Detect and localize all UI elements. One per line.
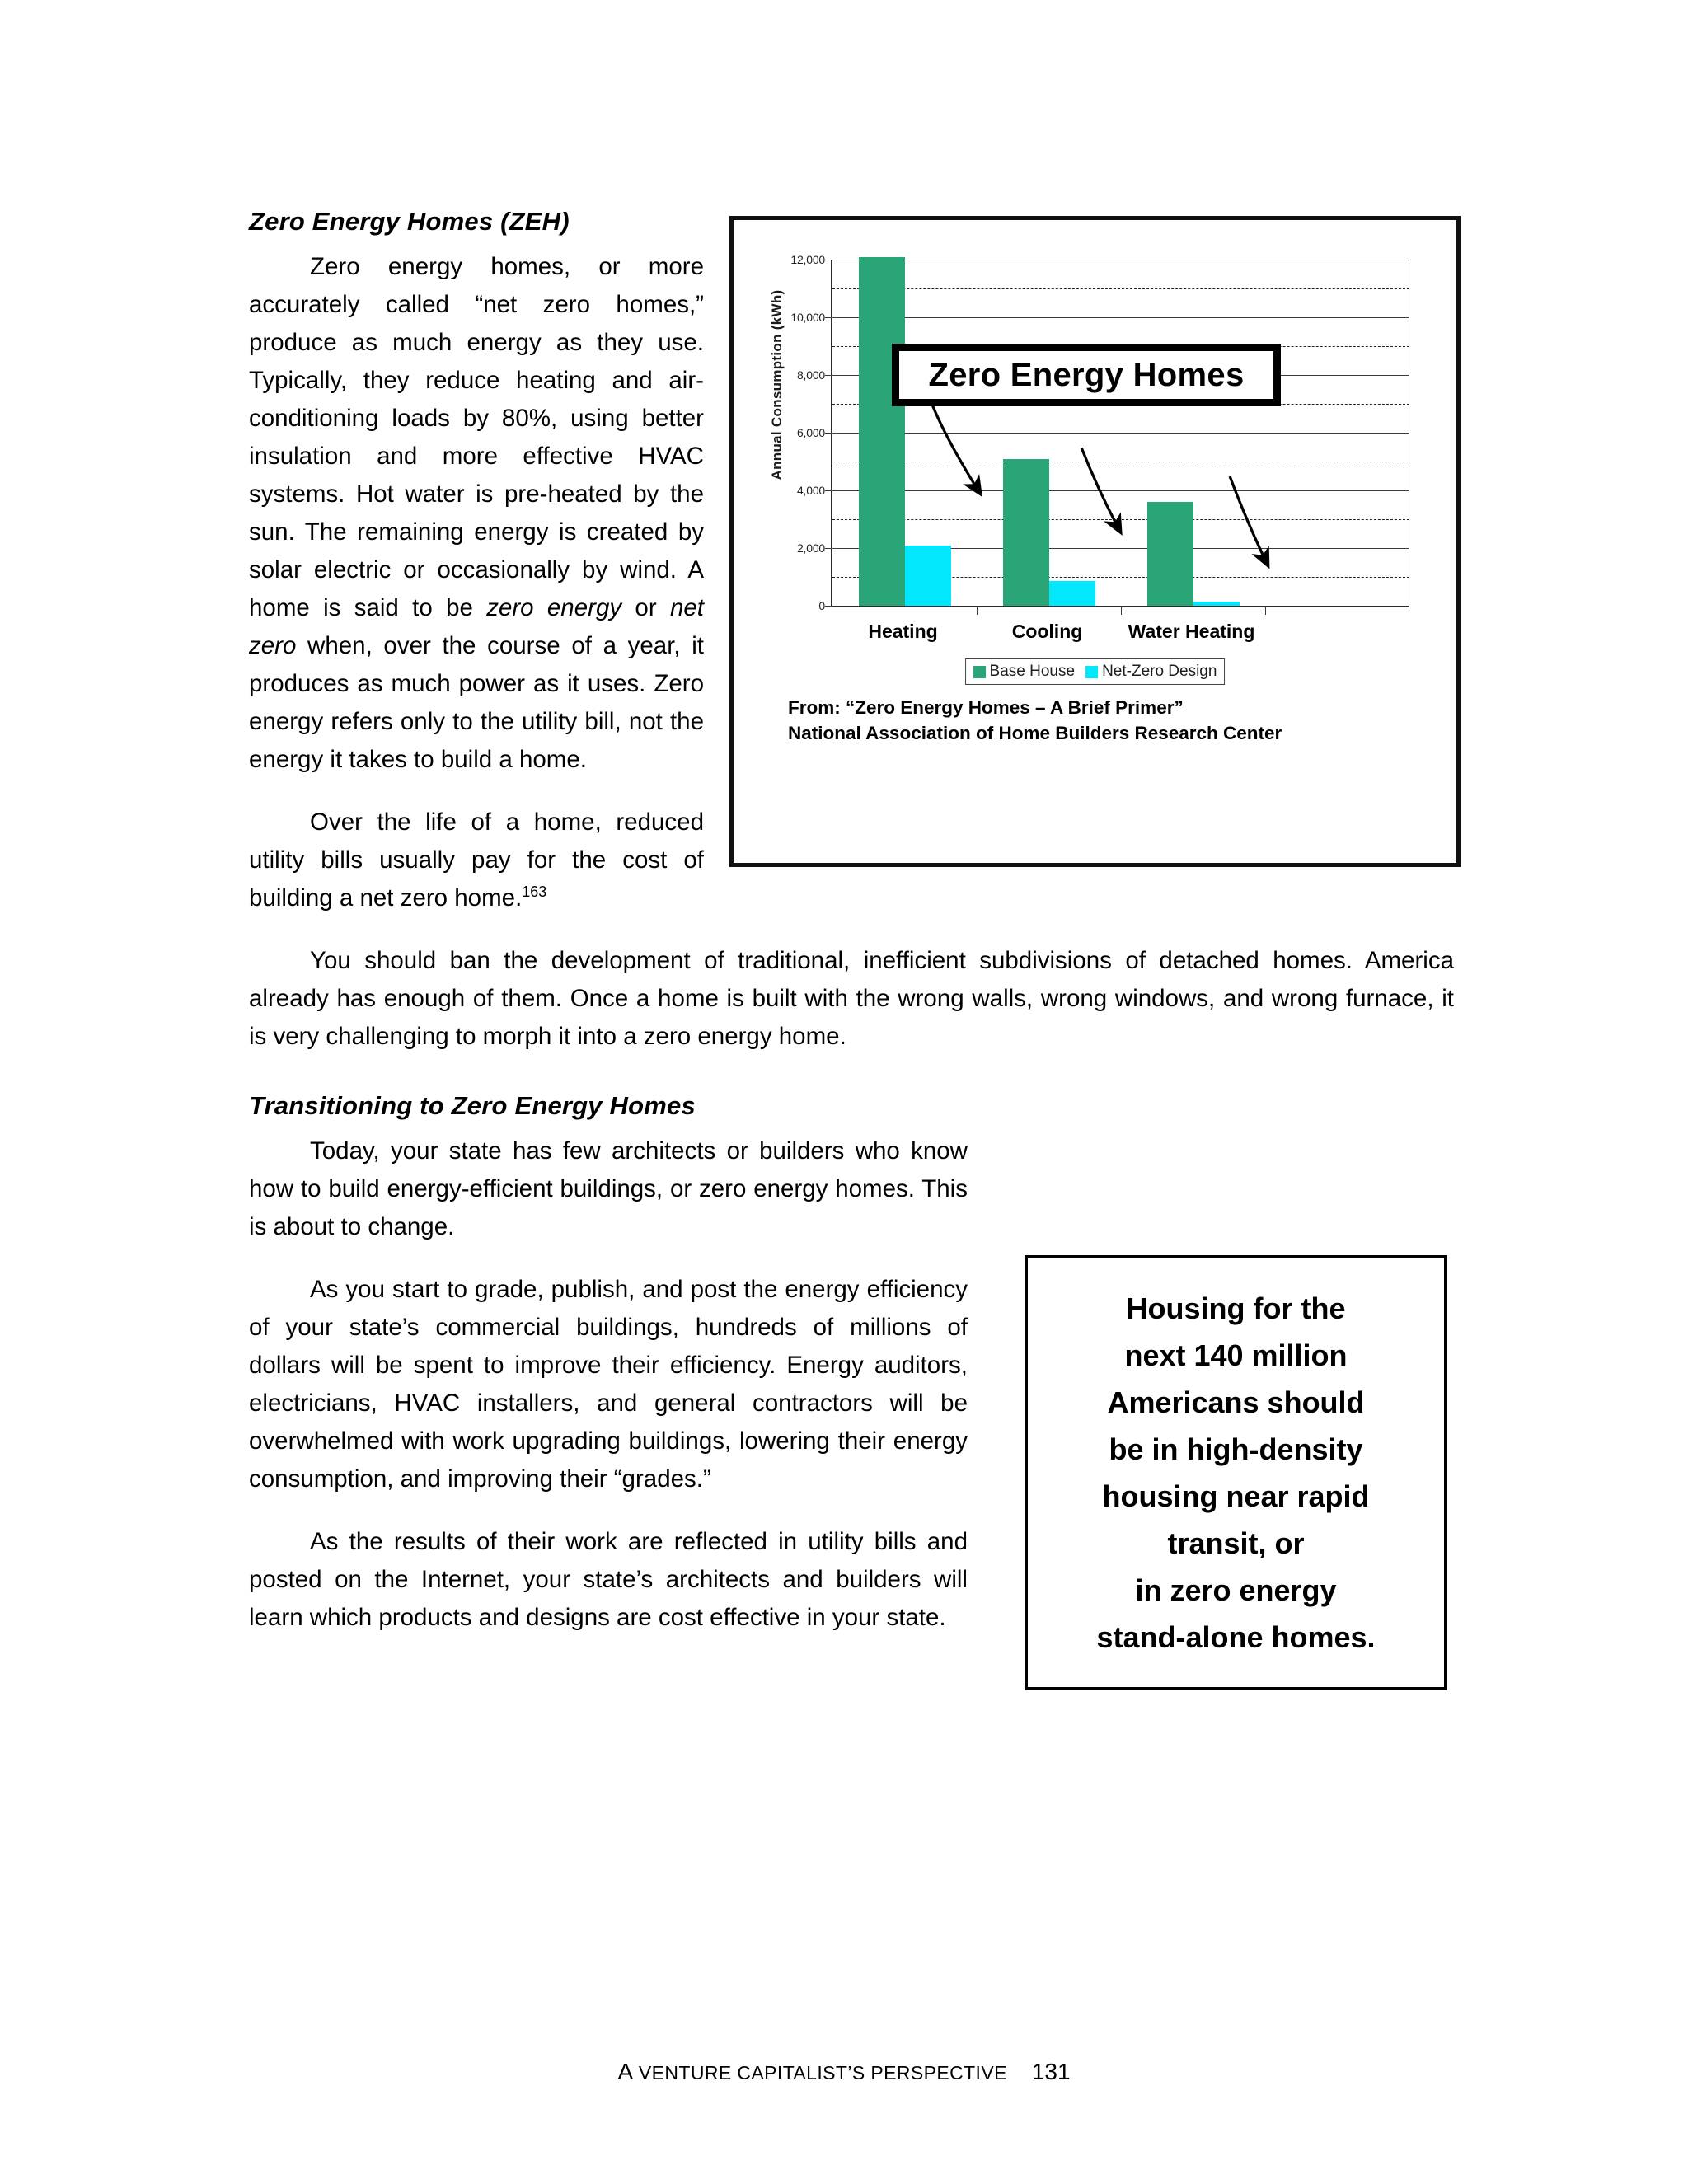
pullquote-line: be in high-density bbox=[1109, 1432, 1363, 1466]
paragraph-zeh-tail: when, over the course of a year, it produces as much power as it uses. Zero energy refers only to the utility bill, not the energy it takes to build a home. bbox=[249, 632, 704, 774]
paragraph-grade-publish-post: As you start to grade, publish, and post the energy efficiency of your state’s commercial buildings, hundreds of millions of dollars will be spent to improve their efficiency. Energy auditors, electricians, HVAC installers, and general contractors will be overwhelmed with work upgrading buildings, lowering their energy consumption, and improving their “grades.” bbox=[249, 1276, 968, 1493]
paragraph-zeh-lead: Zero energy homes, or more accurately called “net zero homes,” produce as much energy as they use. Typically, they reduce heating and air-conditioning loads by 80%, using better insulation and more effective HVAC systems. Hot water is pre-heated by the sun. The remaining energy is created by solar electric or occasionally by wind. A home is said to be bbox=[249, 253, 704, 622]
chart-legend-label: Base House bbox=[989, 663, 1076, 680]
chart-source-line-1: From: “Zero Energy Homes – A Brief Primer” bbox=[788, 697, 1184, 718]
chart-y-tick-label: 4,000 bbox=[796, 484, 825, 497]
pullquote-line: stand-alone homes. bbox=[1096, 1620, 1376, 1654]
figure-float-spacer bbox=[704, 206, 1454, 865]
pullquote-line: transit, or bbox=[1167, 1526, 1305, 1560]
chart-y-tick-label: 0 bbox=[818, 599, 825, 612]
pullquote-line: housing near rapid bbox=[1102, 1479, 1370, 1513]
pullquote-float-spacer bbox=[992, 1132, 1454, 1594]
paragraph-today-architects: Today, your state has few architects or builders who know how to build energy-efficient buildings, or zero energy homes. This is about to change. bbox=[249, 1137, 968, 1241]
chart-y-tick-label: 12,000 bbox=[790, 253, 825, 266]
chart-y-tick-label: 8,000 bbox=[796, 368, 825, 382]
section-heading-zeh: Zero Energy Homes (ZEH) bbox=[249, 207, 570, 236]
section-heading-transitioning: Transitioning to Zero Energy Homes bbox=[249, 1091, 696, 1121]
chart-y-tick-label: 2,000 bbox=[796, 541, 825, 555]
paragraph-utility-bills-text: Over the life of a home, reduced utility bills usually pay for the cost of building a net zero home. bbox=[249, 808, 704, 912]
pullquote-line: in zero energy bbox=[1135, 1573, 1337, 1607]
pullquote-line: Housing for the bbox=[1126, 1291, 1346, 1325]
page-footer bbox=[0, 2059, 1688, 2085]
chart-y-axis-label: Annual Consumption (kWh) bbox=[769, 289, 785, 480]
paragraph-ban-subdivisions: You should ban the development of traditional, inefficient subdivisions of detached homes. America already has enough of them. Once a home is built with the wrong walls, wrong windows, and wrong furnace, it is very challenging to morph it into a zero energy home. bbox=[249, 947, 1454, 1051]
emphasis-zero-energy: zero energy bbox=[486, 594, 622, 622]
chart-x-axis-label: Water Heating bbox=[1128, 621, 1255, 642]
footer-title-first: A bbox=[617, 2059, 634, 2084]
paragraph-zeh-mid: or bbox=[621, 594, 670, 622]
paragraph-results-reflected: As the results of their work are reflected in utility bills and posted on the Internet, your state’s architects and builders will learn which products and designs are cost effective in your state. bbox=[249, 1528, 968, 1632]
chart-title: Zero Energy Homes bbox=[928, 357, 1245, 393]
footnote-reference-163: 163 bbox=[522, 883, 547, 901]
chart-y-tick-label: 6,000 bbox=[796, 426, 825, 439]
chart-y-tick-label: 10,000 bbox=[790, 311, 825, 324]
chart-x-axis-label: Heating bbox=[868, 621, 938, 642]
footer-title-rest: VENTURE CAPITALIST’S PERSPECTIVE bbox=[633, 2062, 1007, 2083]
chart-source-line-2: National Association of Home Builders Research Center bbox=[788, 723, 1282, 743]
pullquote-line: next 140 million bbox=[1124, 1338, 1348, 1372]
chart-legend-label: Net-Zero Design bbox=[1102, 663, 1217, 680]
chart-x-axis-label: Cooling bbox=[1011, 621, 1083, 642]
emphasis-net-zero: net zero bbox=[249, 594, 704, 660]
pullquote-line: Americans should bbox=[1107, 1385, 1365, 1419]
article-body bbox=[249, 206, 1454, 1637]
page-number: 131 bbox=[1031, 2059, 1071, 2084]
